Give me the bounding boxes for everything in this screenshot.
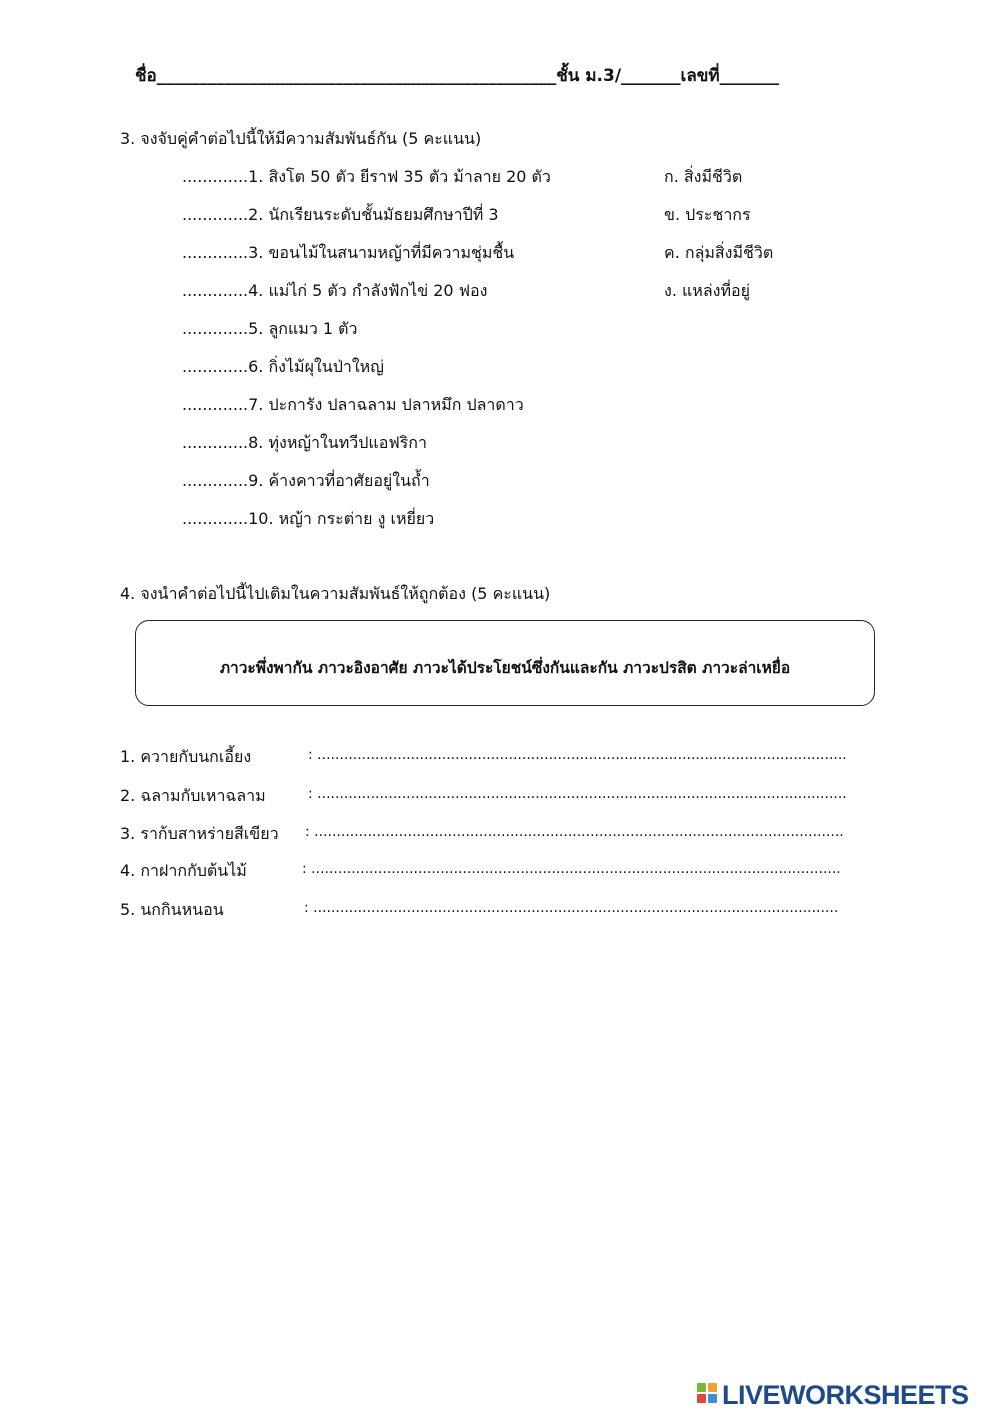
q4-item-2-label: 2. ฉลามกับเหาฉลาม (120, 786, 266, 805)
q3-item-7: .............7. ปะการัง ปลาฉลาม ปลาหมึก ปลาดาว (182, 395, 524, 414)
q3-item-9: .............9. ค้างคาวที่อาศัยอยู่ในถ้ำ (182, 471, 430, 490)
q3-item-5: .............5. ลูกแมว 1 ตัว (182, 319, 358, 338)
q4-item-3-label: 3. ราก้บสาหร่ายสีเขียว (120, 824, 279, 843)
q4-item-4-answer[interactable]: : ....................................................................................................................... (302, 861, 841, 877)
q4-item-5-answer[interactable]: : ...................................................................................................................... (304, 900, 839, 916)
q3-item-4: .............4. แม่ไก่ 5 ตัว กำลังฟักไข่ 20 ฟอง (182, 281, 488, 300)
question-3-title: 3. จงจับคู่คำต่อไปนี้ให้มีความสัมพันธ์กัน (5 คะแนน) (120, 129, 482, 148)
q4-item-2-answer[interactable]: : ....................................................................................................................... (308, 786, 847, 802)
q4-item-1-label: 1. ควายกับนกเอี้ยง (120, 747, 252, 766)
q3-choice-a: ก. สิ่งมีชีวิต (664, 167, 743, 186)
q3-item-8: .............8. ทุ่งหญ้าในทวีปแอฟริกา (182, 433, 427, 452)
question-4-title: 4. จงนำคำต่อไปนี้ไปเติมในความสัมพันธ์ให้ถูกต้อง (5 คะแนน) (120, 584, 551, 603)
logo-text: LIVEWORKSHEETS (722, 1379, 969, 1410)
q3-item-1: .............1. สิงโต 50 ตัว ยีราฟ 35 ตัว ม้าลาย 20 ตัว (182, 167, 551, 186)
q3-item-10: .............10. หญ้า กระต่าย งู เหยี่ยว (182, 509, 435, 528)
q3-choice-d: ง. แหล่งที่อยู่ (664, 281, 750, 300)
student-info-line: ชื่อ_______________________________________________ชั้น ม.3/_______เลขที่_______ (135, 66, 780, 86)
q4-item-5-label: 5. นกกินหนอน (120, 900, 224, 919)
q3-choice-c: ค. กลุ่มสิ่งมีชีวิต (664, 243, 774, 262)
liveworksheets-logo-icon (697, 1381, 719, 1409)
q4-item-3-answer[interactable]: : ....................................................................................................................... (305, 824, 844, 840)
q3-item-2: .............2. นักเรียนระดับชั้นมัธยมศึกษาปีที่ 3 (182, 205, 499, 224)
word-bank-text: ภาวะพึ่งพากัน ภาวะอิงอาศัย ภาวะได้ประโยชน์ซึ่งกันและกัน ภาวะปรสิต ภาวะล่าเหยื่อ (219, 659, 791, 677)
q4-item-1-answer[interactable]: : ....................................................................................................................... (308, 747, 847, 763)
q4-item-4-label: 4. กาฝากกับต้นไม้ (120, 861, 247, 880)
word-bank-box (135, 620, 875, 706)
q3-item-3: .............3. ขอนไม้ในสนามหญ้าที่มีความชุ่มชื้น (182, 243, 515, 262)
liveworksheets-logo (697, 1379, 969, 1411)
q3-choice-b: ข. ประชากร (664, 205, 751, 224)
q3-item-6: .............6. กิ่งไม้ผุในป่าใหญ่ (182, 357, 384, 376)
